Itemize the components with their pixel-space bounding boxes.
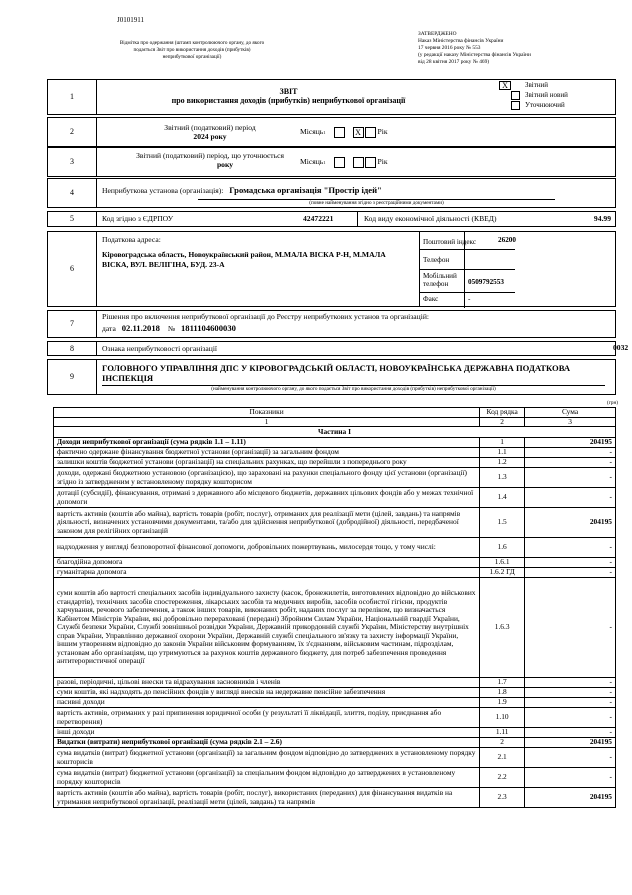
indicator-label: надходження у вигляді безповоротної фінансової допомоги, добровільних пожертвувань, милосердя тощо, у тому числі: [54,538,480,558]
approval-line: (у редакції наказу Міністерства фінансів України [418,52,531,59]
corrected-period-row [47,147,616,177]
row-sum: - [525,578,616,678]
reporting-year: 2024 [193,131,209,141]
indicator-label: сума видатків (витрат) бюджетної установи (організації) за загальним фондом відповідно до затверджених в установленому порядку кошторисів [54,748,480,768]
section-title: Частина І [54,427,616,438]
table-row [54,708,616,728]
fax-label: Факс [423,295,439,303]
indicator-label: разові, періодичні, цільові внески та відрахування засновників і членів [54,678,480,688]
column-number: 2 [480,417,525,427]
row-sum: - [525,538,616,558]
table-row [54,768,616,788]
indicator-label: пасивні доходи [54,698,480,708]
table-row [54,678,616,688]
row-code: 1.9 [480,698,525,708]
month-label: Місяць [300,157,324,167]
month-label: Місяць [300,127,324,137]
row-code: 2.3 [480,788,525,808]
report-type-label: Звітний [525,80,549,89]
report-title: ЗВІТ [279,87,298,96]
address-label: Податкова адреса: [102,235,161,244]
month-checkbox[interactable] [334,157,345,168]
table-row [54,438,616,448]
row-number: 2 [48,118,97,146]
tax-authority-note: (найменування контролюючого органу, до якого подається Звіт про використання доходів (прибутків) неприбуткової організації) [102,385,605,393]
corrected-period-label: Звітний (податковий) період, що уточнюється [136,151,284,160]
mobile-label: Мобільний телефон [423,272,457,289]
indicators-table [53,407,616,808]
kved-code: 94.99 [593,214,611,223]
row-sum: - [525,768,616,788]
month-checkbox[interactable] [334,127,345,138]
nonprofit-sign-label: Ознака неприбутковості організації [102,344,218,353]
registry-row [47,310,616,338]
approval-line: від 28 квітня 2017 року № 469) [418,59,490,66]
report-type-label: Уточнюючий [525,100,565,109]
indicator-label: фактично одержане фінансування бюджетної установи (організації) за загальним фондом [54,448,480,458]
reporting-year-suffix: року [210,131,227,141]
indicator-label: суми коштів або вартості спеціальних засобів індивідуального захисту (касок, бронежилетів, виготовлених відповідно до військових стандартів), технічних засобів спостереження, лікарських засобів та медичних виробів, засобів особистої гігієни, продуктів харчування, речового забезпечення, а також інших товарів, виконаних робіт, наданих послуг за переліком, що визначається Кабінетом Міністрів України, які добровільно перераховані (передані) Збройним Силам України, Національній гвардії України, Службі безпеки України, Службі зовнішньої розвідки України, Державній прикордонній службі України, Міністерству внутрішніх справ України, Управлінню державної охорони України, Державній службі спеціального зв'язку та захисту інформації України, іншим утворенням відповідно до законів України військовим формуванням, їх з'єднанням, військовим частинам, підрозділам, установам або організаціям, що утримуються за рахунок коштів державного бюджету, для потреб забезпечення проведення антитерористичної операції [54,578,480,678]
table-row [54,488,616,508]
approval-title: ЗАТВЕРДЖЕНО [418,31,457,37]
row-code: 1.8 [480,688,525,698]
row-code: 1.6.1 [480,558,525,568]
registry-number: 1811104600030 [181,323,236,333]
edrpou-code: 42472221 [303,214,334,223]
table-row [54,568,616,578]
phone-label: Телефон [423,256,450,264]
table-row [54,448,616,458]
column-header: Показники [54,408,480,418]
reporting-period-row [47,117,616,147]
organization-name: Громадська організація "Простір ідей" [229,185,382,195]
mobile-value: 0509792553 [468,278,504,286]
table-row [54,538,616,558]
postal-label: Поштовий індекс [423,238,477,246]
indicator-label: суми коштів, які надходять до пенсійних фондів у вигляді внесків на недержавне пенсійне забезпечення [54,688,480,698]
row-code: 1.6.2 ГД [480,568,525,578]
reporting-period-label: Звітний (податковий) період [164,123,256,132]
row-code: 1.6.3 [480,578,525,678]
row-sum: - [525,558,616,568]
row-sum: 204195 [525,788,616,808]
table-row [54,688,616,698]
row-number: 9 [48,360,97,394]
row-code: 1.6 [480,538,525,558]
organization-note: (повне найменування згідно з реєстраційними документами) [198,199,555,207]
nonprofit-sign-value: 0032 [613,343,629,352]
row-sum: - [525,468,616,488]
report-title-row [47,79,616,115]
row-number: 7 [48,311,97,337]
column-number: 1 [54,417,480,427]
table-row [54,458,616,468]
row-number: 3 [48,148,97,176]
row-number: 5 [48,212,97,226]
row-sum: - [525,708,616,728]
indicator-label: дотації (субсидії), фінансування, отримані з державного або місцевого бюджетів, державних цільових фондів або у межах технічної допомоги [54,488,480,508]
indicator-label: гуманітарна допомога [54,568,480,578]
year-checkbox[interactable]: X [353,127,364,138]
row-code: 1.7 [480,678,525,688]
indicator-label: інші доходи [54,728,480,738]
report-type-checkbox[interactable]: X [499,81,511,90]
indicators-body [54,438,616,808]
organization-label: Неприбуткова установа (організація): [102,186,224,195]
date-label: дата [102,324,116,333]
table-row [54,558,616,568]
row-code: 1.10 [480,708,525,728]
row-code: 1 [480,438,525,448]
indicator-label: Доходи неприбуткової організації (сума рядків 1.1 – 1.11) [54,438,480,448]
row-number: 4 [48,179,97,207]
indicator-label: благодійна допомога [54,558,480,568]
number-label: № [167,324,176,333]
address-value: Кіровоградська область, Новоукраїнський район, М.МАЛА ВІСКА Р-Н, М.МАЛА ВІСКА, ВУЛ. ВЕЛІГІНА, БУД. 23-А [102,250,386,270]
row-number: 8 [48,342,97,355]
row-number: 6 [48,232,97,306]
report-type-label: Звітний новий [525,90,568,99]
column-number: 3 [525,417,616,427]
column-header: Код рядка [480,408,525,418]
row-number: 1 [48,80,97,114]
indicator-label: вартість активів, отриманих у разі припинення юридичної особи (у результаті її ліквідації, злиття, поділу, приєднання або перетворення) [54,708,480,728]
year-label: Рік [377,157,388,167]
kved-label: Код виду економічної діяльності (КВЕД) [364,214,497,223]
row-sum: 204195 [525,508,616,538]
report-type-checkbox[interactable] [499,91,511,100]
nonprofit-sign-row [47,341,629,356]
row-sum: - [525,678,616,688]
footnote-mark: 1 [323,129,326,135]
row-sum: - [525,568,616,578]
address-row [47,231,616,307]
indicator-label: залишки коштів бюджетної установи (організації) на спеціальних рахунках, що перейшли з попереднього року [54,458,480,468]
table-row [54,468,616,488]
fax-value: - [468,295,471,303]
approval-line: 17 червня 2016 року № 553 [418,45,481,52]
row-sum: - [525,448,616,458]
table-row [54,748,616,768]
row-sum: - [525,748,616,768]
footnote-mark: 1 [323,159,326,165]
postal-code: 26200 [498,236,516,244]
tax-authority-name: ГОЛОВНОГО УПРАВЛІННЯ ДПС У КІРОВОГРАДСЬКІЙ ОБЛАСТІ, НОВОУКРАЇНСЬКА ДЕРЖАВНА ПОДАТКОВА ІНСПЕКЦІЯ [102,363,571,384]
report-type-list [499,80,616,110]
report-type-checkbox[interactable] [499,101,511,110]
row-sum: - [525,728,616,738]
row-code: 1.2 [480,458,525,468]
row-code: 2.1 [480,748,525,768]
row-sum: - [525,488,616,508]
row-code: 1.5 [480,508,525,538]
indicator-label: сума видатків (витрат) бюджетної установи (організації) за спеціальним фондом відповідно до затверджених в установленому порядку кошторисів [54,768,480,788]
tax-authority-row [47,359,616,395]
table-row [54,738,616,748]
indicator-label: вартість активів (коштів або майна), вартість товарів (робіт, послуг), отриманих для реалізації мети (цілей, завдань) та напрямів діяльності, визначених установчими документами, та/або для здійснення неприбуткової (добродійної) діяльності, передбаченої законом для релігійних організацій [54,508,480,538]
corrected-year-suffix: року [216,159,234,169]
table-row [54,698,616,708]
row-code: 1.3 [480,468,525,488]
report-subtitle: про використання доходів (прибутків) неприбуткової організації [171,96,406,106]
row-sum: 204195 [525,738,616,748]
table-row [54,578,616,678]
indicator-label: доходи, одержані бюджетною установою (організацією), що зараховані на рахунки спеціального фонду цієї установи (організації) згідно із затвердженим у встановленому порядку кошторисом [54,468,480,488]
row-sum: - [525,458,616,468]
row-code: 1.1 [480,448,525,458]
row-code: 2.2 [480,768,525,788]
row-code: 2 [480,738,525,748]
edrpou-label: Код згідно з ЄДРПОУ [102,214,174,223]
receipt-mark-note: Відмітка про одержання (штамп контролюючого органу, до якого подається Звіт про використання доходів (прибутків) неприбуткової організації) [119,40,265,61]
registry-date: 02.11.2018 [121,323,160,333]
table-row [54,788,616,808]
row-code: 1.11 [480,728,525,738]
column-header: Сума [525,408,616,418]
codes-row [47,211,616,227]
row-sum: 204195 [525,438,616,448]
year-label: Рік [377,127,388,137]
approval-block [418,31,618,66]
registry-label: Рішення про включення неприбуткової організації до Реєстру неприбуткових установ та організацій: [102,312,429,321]
organization-row [47,178,616,208]
form-code: J0101911 [117,16,144,24]
row-code: 1.4 [480,488,525,508]
currency-unit: (грн) [607,400,618,406]
year-checkbox[interactable] [353,157,364,168]
table-row [54,728,616,738]
table-row [54,508,616,538]
row-sum: - [525,698,616,708]
row-sum: - [525,688,616,698]
indicator-label: Видатки (витрати) неприбуткової організації (сума рядків 2.1 – 2.6) [54,738,480,748]
indicator-label: вартість активів (коштів або майна), вартість товарів (робіт, послуг), використаних (переданих) для фінансування видатків на утримання неприбуткової організації, реалізації мети (цілей, завдань) та напрямів [54,788,480,808]
approval-line: Наказ Міністерства фінансів України [418,38,504,45]
